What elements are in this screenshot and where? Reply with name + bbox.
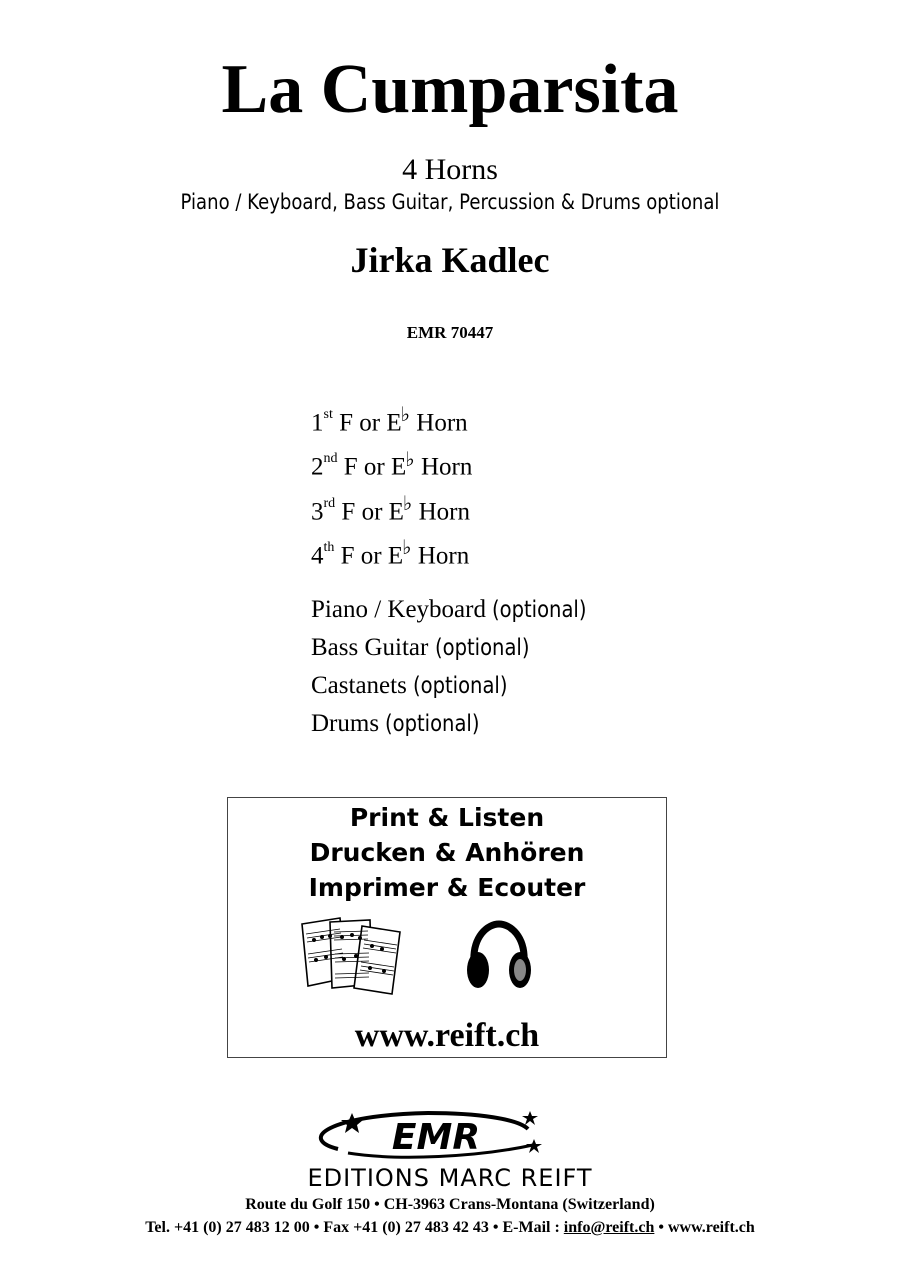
sheet-music-icon: [300, 916, 412, 996]
part-key: F or E: [340, 542, 404, 570]
optional-part-name: Drums: [311, 710, 380, 737]
optional-part-name: Castanets: [311, 672, 407, 699]
emr-logo-text: EMR: [391, 1117, 481, 1158]
part-instrument: Horn: [420, 453, 473, 481]
publisher-name: EDITIONS MARC REIFT: [307, 1164, 593, 1192]
flat-sign-icon: ♭: [402, 537, 412, 560]
optional-parts-list: [311, 591, 603, 743]
part-number: 4: [311, 542, 324, 570]
part-ordinal: st: [323, 407, 333, 422]
headphones-icon: [464, 920, 534, 994]
horn-parts-list: [311, 399, 472, 576]
optional-part-item: [311, 591, 603, 629]
print-listen-box: [227, 797, 667, 1058]
optional-part-note: (optional): [413, 673, 508, 699]
part-ordinal: nd: [323, 451, 338, 467]
optional-part-note: (optional): [434, 635, 530, 661]
optional-part-name: Piano / Keyboard: [311, 596, 486, 623]
part-key: F or E: [339, 409, 402, 437]
horn-part-item: [311, 488, 472, 532]
flat-sign-icon: ♭: [402, 492, 413, 515]
part-number: 3: [311, 497, 324, 525]
part-instrument: Horn: [418, 497, 470, 525]
emr-logo-icon: [308, 1105, 548, 1163]
part-key: F or E: [341, 497, 404, 525]
publisher-address: Route du Golf 150 • CH-3963 Crans-Montana (Switzerland): [245, 1196, 655, 1213]
optional-part-note: (optional): [385, 711, 480, 737]
part-number: 2: [311, 453, 324, 481]
composer-name: Jirka Kadlec: [350, 240, 550, 280]
email-link[interactable]: info@reift.ch: [563, 1219, 655, 1236]
promo-line-imprimer-ecouter: Imprimer & Ecouter: [308, 873, 586, 902]
optional-part-item: [311, 667, 603, 705]
optional-part-note: (optional): [492, 597, 587, 623]
promo-line-print-listen: Print & Listen: [349, 803, 545, 832]
contact-phone-fax: Tel. +41 (0) 27 483 12 00 • Fax +41 (0) 27 483 42 43 • E-Mail :: [145, 1219, 564, 1236]
part-instrument: Horn: [417, 542, 470, 570]
promo-line-drucken-anhoren: Drucken & Anhören: [309, 838, 585, 867]
promo-website-url[interactable]: www.reift.ch: [354, 1017, 540, 1054]
flat-sign-icon: ♭: [400, 404, 411, 427]
instrumentation-line: Piano / Keyboard, Bass Guitar, Percussion & Drums optional: [180, 190, 720, 214]
part-ordinal: rd: [323, 495, 336, 511]
flat-sign-icon: ♭: [405, 448, 415, 471]
contact-website[interactable]: • www.reift.ch: [654, 1219, 755, 1236]
part-ordinal: th: [323, 539, 335, 555]
catalog-number: EMR 70447: [406, 323, 494, 342]
page-title: La Cumparsita: [221, 51, 679, 128]
optional-part-item: [311, 629, 603, 667]
subtitle: 4 Horns: [402, 153, 498, 186]
publisher-contact: [0, 1218, 900, 1238]
optional-part-name: Bass Guitar: [311, 634, 429, 661]
optional-part-item: [311, 705, 603, 743]
part-instrument: Horn: [416, 409, 468, 437]
horn-part-item: [311, 532, 472, 576]
part-key: F or E: [343, 453, 407, 481]
horn-part-item: [311, 399, 472, 443]
part-number: 1: [311, 409, 324, 437]
horn-part-item: [311, 443, 472, 487]
